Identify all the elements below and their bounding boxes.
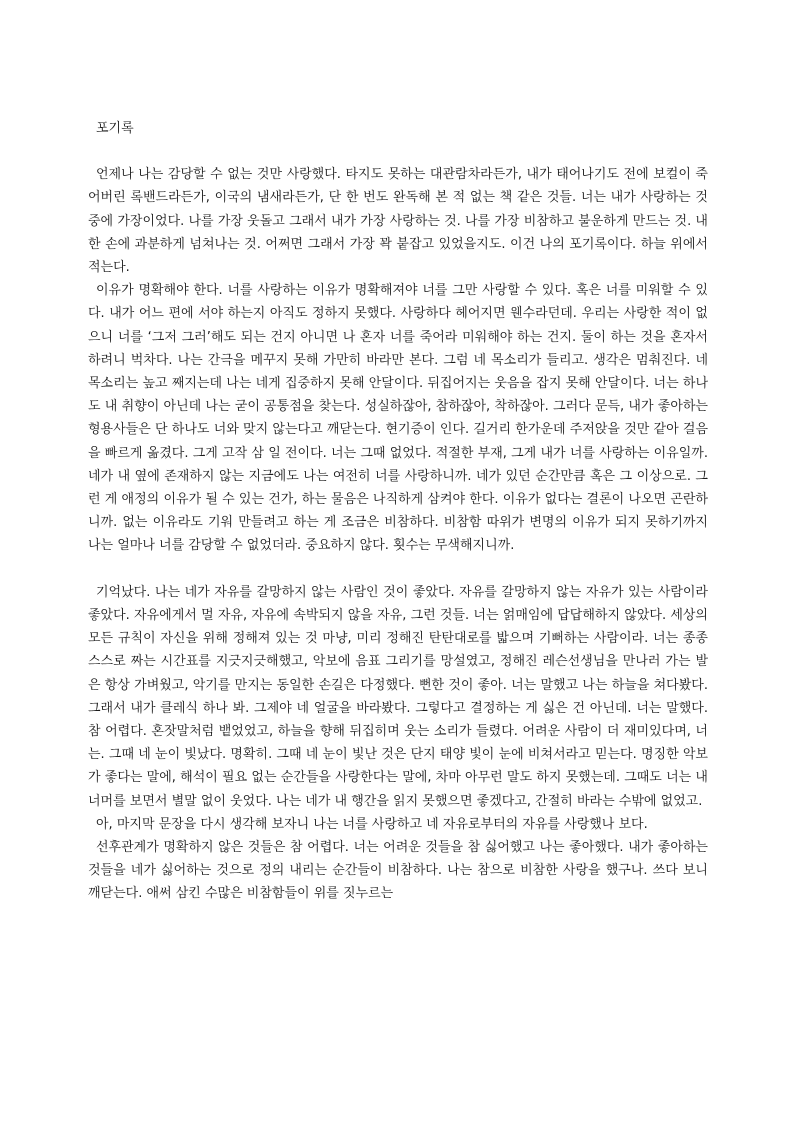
paragraph-break bbox=[88, 558, 708, 581]
paragraph-3: 기억났다. 나는 네가 자유를 갈망하지 않는 사람인 것이 좋았다. 자유를 갈망하지 않는 자유가 있는 사람이라 좋았다. 자유에게서 멀 자유, 자유에 속박되지 않을 자유, 그런 것들. 너는 얽매임에 답답해하지 않았다. 세상의 모든 규칙이 자신을 위해 정해져 있는 것 마냥, 미리 정해진 탄탄대로를 밟으며 기뻐하는 사람이라. 너는 종종 스스로 짜는 시간표를 지긋지긋해했고, 악보에 음표 그리기를 망설였고, 정해진 레슨선생님을 만나러 가는 발은 항상 가벼웠고, 악기를 만지는 동일한 손길은 다정했다. 뻔한 것이 좋아. 너는 말했고 나는 하늘을 쳐다봤다. 그래서 내가 클레식 하나 봐. 그제야 네 얼굴을 바라봤다. 그렇다고 결정하는 게 싫은 건 아닌데. 너는 말했다. 참 어렵다. 혼잣말처럼 뱉었었고, 하늘을 향해 뒤집히며 웃는 소리가 들렸다. 어려운 사람이 더 재미있다며, 너는. 그때 네 눈이 빛났다. 명확히. 그때 네 눈이 빛난 것은 단지 태양 빛이 눈에 비쳐서라고 믿는다. 명징한 악보가 좋다는 말에, 해석이 필요 없는 순간들을 사랑한다는 말에, 차마 아무런 말도 하지 못했는데. 그때도 너는 내 너머를 보면서 별말 없이 웃었다. 나는 네가 내 행간을 읽지 못했으면 좋겠다고, 간절히 바라는 수밖에 없었고. bbox=[88, 584, 708, 809]
paragraph-4: 아, 마지막 문장을 다시 생각해 보자니 나는 너를 사랑하고 네 자유로부터의 자유를 사랑했나 보다. bbox=[96, 816, 648, 832]
paragraph-2: 이유가 명확해야 한다. 너를 사랑하는 이유가 명확해져야 너를 그만 사랑할 수 있다. 혹은 너를 미워할 수 있다. 내가 어느 편에 서야 하는지 아직도 정하지 못했다. 사랑하다 헤어지면 웬수라던데. 우리는 사랑한 적이 없으니 너를 ‘그저 그러’해도 되는 건지 아니면 나 혼자 너를 죽어라 미워해야 하는 건지. 둘이 하는 것을 혼자서 하려니 벅차다. 나는 간극을 메꾸지 못해 가만히 바라만 본다. 그럼 네 목소리가 들리고. 생각은 멈춰진다. 네 목소리는 높고 째지는데 나는 네게 집중하지 못해 안달이다. 뒤집어지는 웃음을 잡지 못해 안달이다. 너는 하나도 내 취향이 아닌데 나는 굳이 공통점을 찾는다. 성실하잖아, 참하잖아, 착하잖아. 그러다 문득, 내가 좋아하는 형용사들은 단 하나도 너와 맞지 않는다고 깨닫는다. 현기증이 인다. 길거리 한가운데 주저앉을 것만 같아 걸음을 빠르게 옮겼다. 그게 고작 삼 일 전이다. 너는 그때 없었다. 적절한 부재, 그게 내가 너를 사랑하는 이유일까. 네가 내 옆에 존재하지 않는 지금에도 나는 여전히 너를 사랑하니까. 네가 있던 순간만큼 혹은 그 이상으로. 그런 게 애정의 이유가 될 수 있는 건가, 하는 물음은 나직하게 삼켜야 한다. 이유가 없다는 결론이 나오면 곤란하니까. 없는 이유라도 기워 만들려고 하는 게 조금은 비참하다. 비참함 따위가 변명의 이유가 되지 못하기까지 나는 얼마나 너를 감당할 수 없었더라. 중요하지 않다. 횟수는 무색해지니까. bbox=[88, 283, 708, 554]
document-title: 포기록 bbox=[96, 121, 134, 136]
document-page bbox=[88, 117, 708, 906]
paragraph-5: 선후관계가 명확하지 않은 것들은 참 어렵다. 너는 어려운 것들을 참 싫어했고 나는 좋아했다. 내가 좋아하는 것들을 네가 싫어하는 것으로 정의 내리는 순간들이 비참하다. 나는 참으로 비참한 사랑을 했구나. 쓰다 보니 깨닫는다. 애써 삼킨 수많은 비참함들이 위를 짓누르는 bbox=[88, 840, 708, 902]
paragraph-1: 언제나 나는 감당할 수 없는 것만 사랑했다. 타지도 못하는 대관람차라든가, 내가 태어나기도 전에 보컬이 죽어버린 록밴드라든가, 이국의 냄새라든가, 단 한 번도 완독해 본 적 없는 책 같은 것들. 너는 내가 사랑하는 것 중에 가장이었다. 나를 가장 웃돌고 그래서 내가 가장 사랑하는 것. 나를 가장 비참하고 불운하게 만드는 것. 내 한 손에 과분하게 넘쳐나는 것. 어쩌면 그래서 가장 꽉 붙잡고 있었을지도. 이건 나의 포기록이다. 하늘 위에서 적는다. bbox=[88, 167, 708, 276]
